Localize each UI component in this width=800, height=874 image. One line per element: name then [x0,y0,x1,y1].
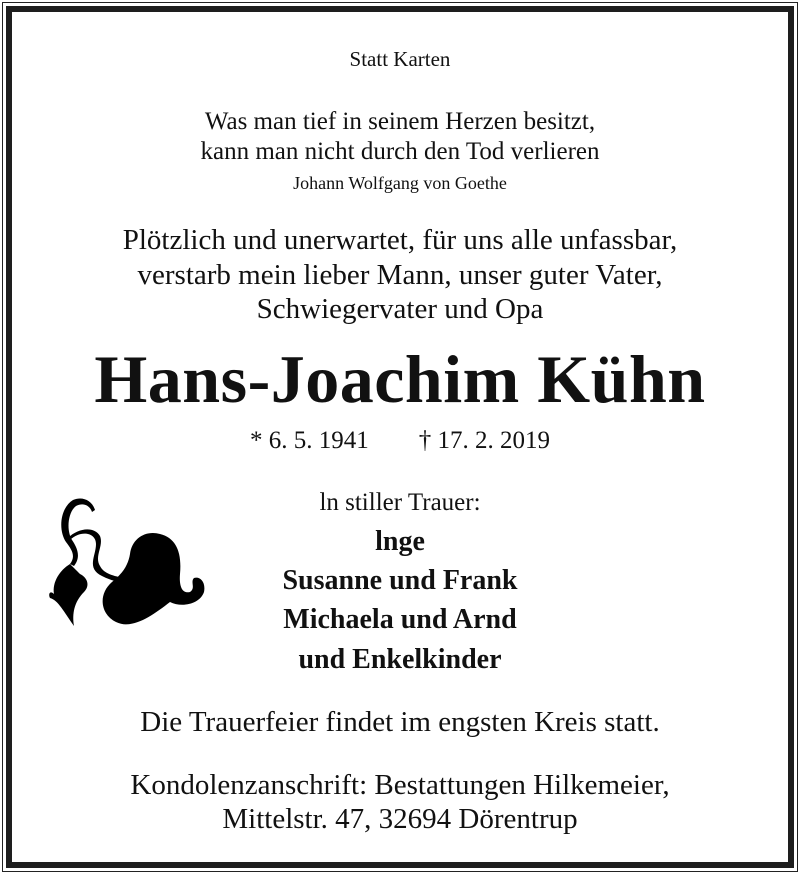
quote-line-2: kann man nicht durch den Tod verlieren [200,138,600,165]
quote-author: Johann Wolfgang von Goethe [293,173,507,193]
life-dates [0,428,800,453]
address-line-1: Kondolenzanschrift: Bestattungen Hilkemeier, [130,769,670,801]
intro-line-1: Plötzlich und unerwartet, für uns alle unfassbar, [122,224,678,256]
address-line-2: Mittelstr. 47, 32694 Dörentrup [222,803,578,835]
statt-karten: Statt Karten [349,47,451,71]
intro-line-2: verstarb mein lieber Mann, unser guter Vater, [137,259,663,291]
intro-line-3: Schwiegervater und Opa [256,293,544,325]
quote-line-1: Was man tief in seinem Herzen besitzt, [204,108,596,135]
mourner-name: Susanne und Frank [282,565,518,596]
mourner-name: und Enkelkinder [298,644,502,675]
mourners-heading: ln stiller Trauer: [319,489,481,516]
funeral-info: Die Trauerfeier findet im engsten Kreis statt. [140,706,660,738]
deceased-name: Hans-Joachim Kühn [94,341,706,417]
mourner-name: Michaela und Arnd [283,604,517,635]
death-date: † 17. 2. 2019 [418,427,550,454]
birth-date: * 6. 5. 1941 [250,427,369,454]
mourner-name: lnge [375,526,425,557]
